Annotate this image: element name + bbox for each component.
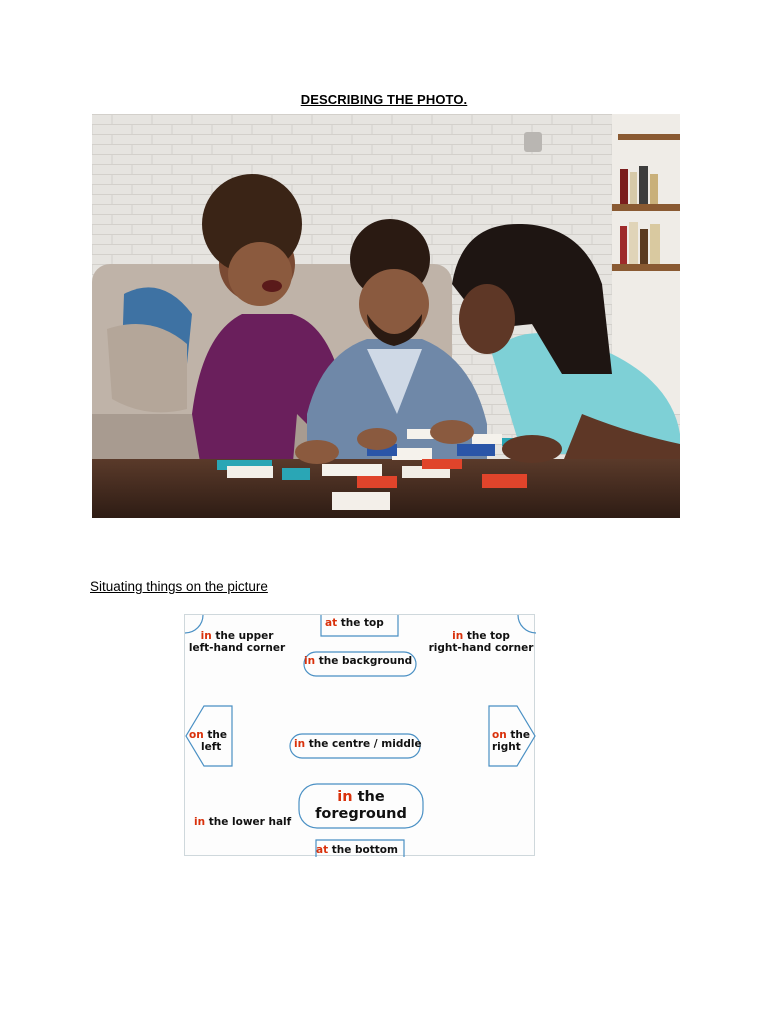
label-text: left xyxy=(201,741,222,753)
label-on-the-left xyxy=(189,729,233,753)
label-text: the xyxy=(352,789,385,805)
label-on-the-right xyxy=(492,729,536,753)
family-photo xyxy=(92,114,680,518)
label-text: the bottom xyxy=(328,844,398,856)
section-heading: Situating things on the picture xyxy=(90,579,268,594)
preposition-on: on xyxy=(492,729,507,741)
label-upper-right-corner xyxy=(425,630,537,654)
label-text: the xyxy=(506,729,530,741)
label-foreground xyxy=(299,789,423,823)
preposition-at: at xyxy=(325,617,338,629)
preposition-in: in xyxy=(452,630,464,642)
label-text: foreground xyxy=(315,806,407,822)
label-lower-half xyxy=(194,816,291,828)
preposition-in: in xyxy=(194,816,206,828)
label-text: right-hand corner xyxy=(428,642,534,654)
label-upper-left-corner xyxy=(187,630,287,654)
label-text: left-hand corner xyxy=(188,642,286,654)
preposition-in: in xyxy=(304,655,316,667)
label-text: the background xyxy=(315,655,413,667)
positions-diagram xyxy=(184,614,535,856)
label-text: the lower half xyxy=(205,816,292,828)
family-playing-blocks-illustration xyxy=(92,114,680,518)
label-text: the upper xyxy=(211,630,274,642)
label-at-the-top xyxy=(325,617,384,629)
preposition-on: on xyxy=(189,729,204,741)
label-centre xyxy=(294,738,422,750)
preposition-in: in xyxy=(200,630,212,642)
preposition-at: at xyxy=(316,844,329,856)
preposition-in: in xyxy=(294,738,306,750)
label-text: the top xyxy=(337,617,384,629)
label-text: the xyxy=(203,729,227,741)
label-text: the centre / middle xyxy=(305,738,422,750)
document-title: DESCRIBING THE PHOTO. xyxy=(300,92,468,107)
label-background xyxy=(304,655,412,667)
label-text: the top xyxy=(463,630,510,642)
preposition-in: in xyxy=(337,789,353,805)
label-text: right xyxy=(492,741,521,753)
label-at-the-bottom xyxy=(316,844,398,856)
